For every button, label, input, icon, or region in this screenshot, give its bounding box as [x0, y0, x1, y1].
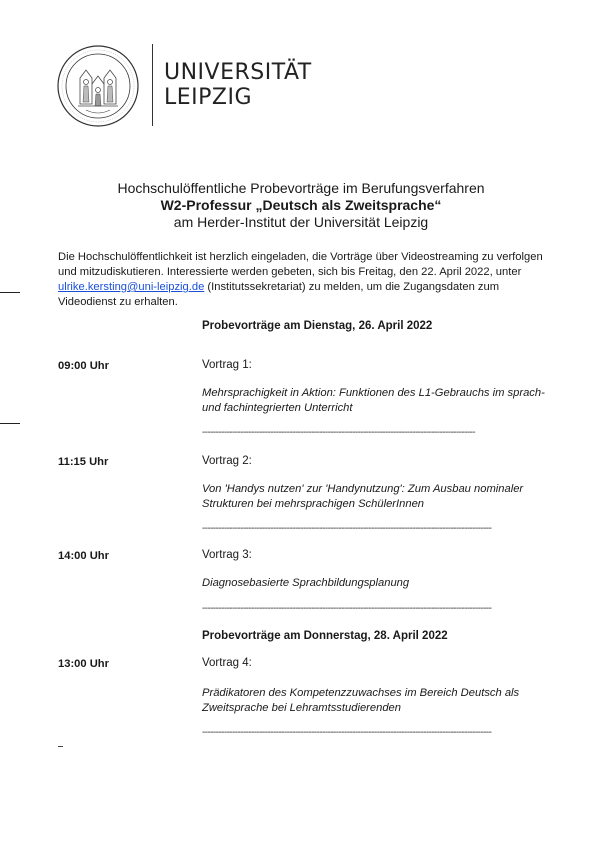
talk-label: Vortrag 1: — [202, 359, 252, 371]
talk-separator: ---------------------------------------------------------------------------------------------------------- — [202, 523, 492, 534]
end-mark — [58, 746, 63, 747]
talk-time: 11:15 Uhr — [58, 456, 109, 468]
talk-time: 09:00 Uhr — [58, 360, 109, 372]
logo-line-1: UNIVERSITÄT — [164, 60, 312, 85]
talk-time: 13:00 Uhr — [58, 658, 109, 670]
title-line-3: am Herder-Institut der Universität Leipzig — [173, 214, 429, 230]
talk-separator: ---------------------------------------------------------------------------------------------------------- — [202, 603, 492, 614]
university-seal-icon — [56, 44, 140, 128]
talk-topic: Prädikatoren des Kompetenzzuwachses im Bereich Deutsch als Zweitsprache bei Lehramtsstudierenden — [202, 687, 520, 714]
talk-topic: Mehrsprachigkeit in Aktion: Funktionen des L1-Gebrauchs im sprach- und fachintegrierten Unterricht — [202, 387, 545, 414]
talk-separator: ---------------------------------------------------------------------------------------------------- — [202, 427, 476, 438]
day-heading-thursday: Probevorträge am Donnerstag, 28. April 2022 — [202, 630, 448, 642]
fold-mark — [0, 292, 20, 293]
logo-line-2: LEIPZIG — [164, 85, 253, 110]
talk-label: Vortrag 2: — [202, 455, 252, 467]
intro-text-after: (Institutssekretariat) zu melden, um die Zugangsdaten zum Videodienst zu erhalten. — [58, 281, 500, 308]
university-logo-text — [164, 60, 312, 110]
talk-time: 14:00 Uhr — [58, 550, 109, 562]
talk-topic: Diagnosebasierte Sprachbildungsplanung — [202, 577, 410, 589]
day-heading-tuesday: Probevorträge am Dienstag, 26. April 2022 — [202, 320, 433, 332]
intro-text-before: Die Hochschulöffentlichkeit ist herzlich eingeladen, die Vorträge über Videostreaming zu verfolgen und mitzudiskutieren. Interessierte werden gebeten, sich bis Freitag, den 22. April 2022, unter — [58, 251, 543, 278]
announcement-title — [0, 180, 602, 231]
talk-topic: Von 'Handys nutzen' zur 'Handynutzung': Zum Ausbau nominaler Strukturen bei mehrsprachigen SchülerInnen — [202, 483, 524, 510]
talk-label: Vortrag 4: — [202, 657, 252, 669]
punch-mark — [0, 423, 20, 424]
talk-separator: ---------------------------------------------------------------------------------------------------------- — [202, 727, 492, 738]
contact-email-link[interactable]: ulrike.kersting@uni-leipzig.de — [58, 281, 205, 293]
title-line-1: Hochschulöffentliche Probevorträge im Berufungsverfahren — [117, 180, 485, 196]
logo-divider — [152, 44, 153, 126]
talk-label: Vortrag 3: — [202, 549, 252, 561]
title-line-2: W2-Professur „Deutsch als Zweitsprache“ — [160, 197, 442, 213]
intro-paragraph — [58, 250, 558, 310]
